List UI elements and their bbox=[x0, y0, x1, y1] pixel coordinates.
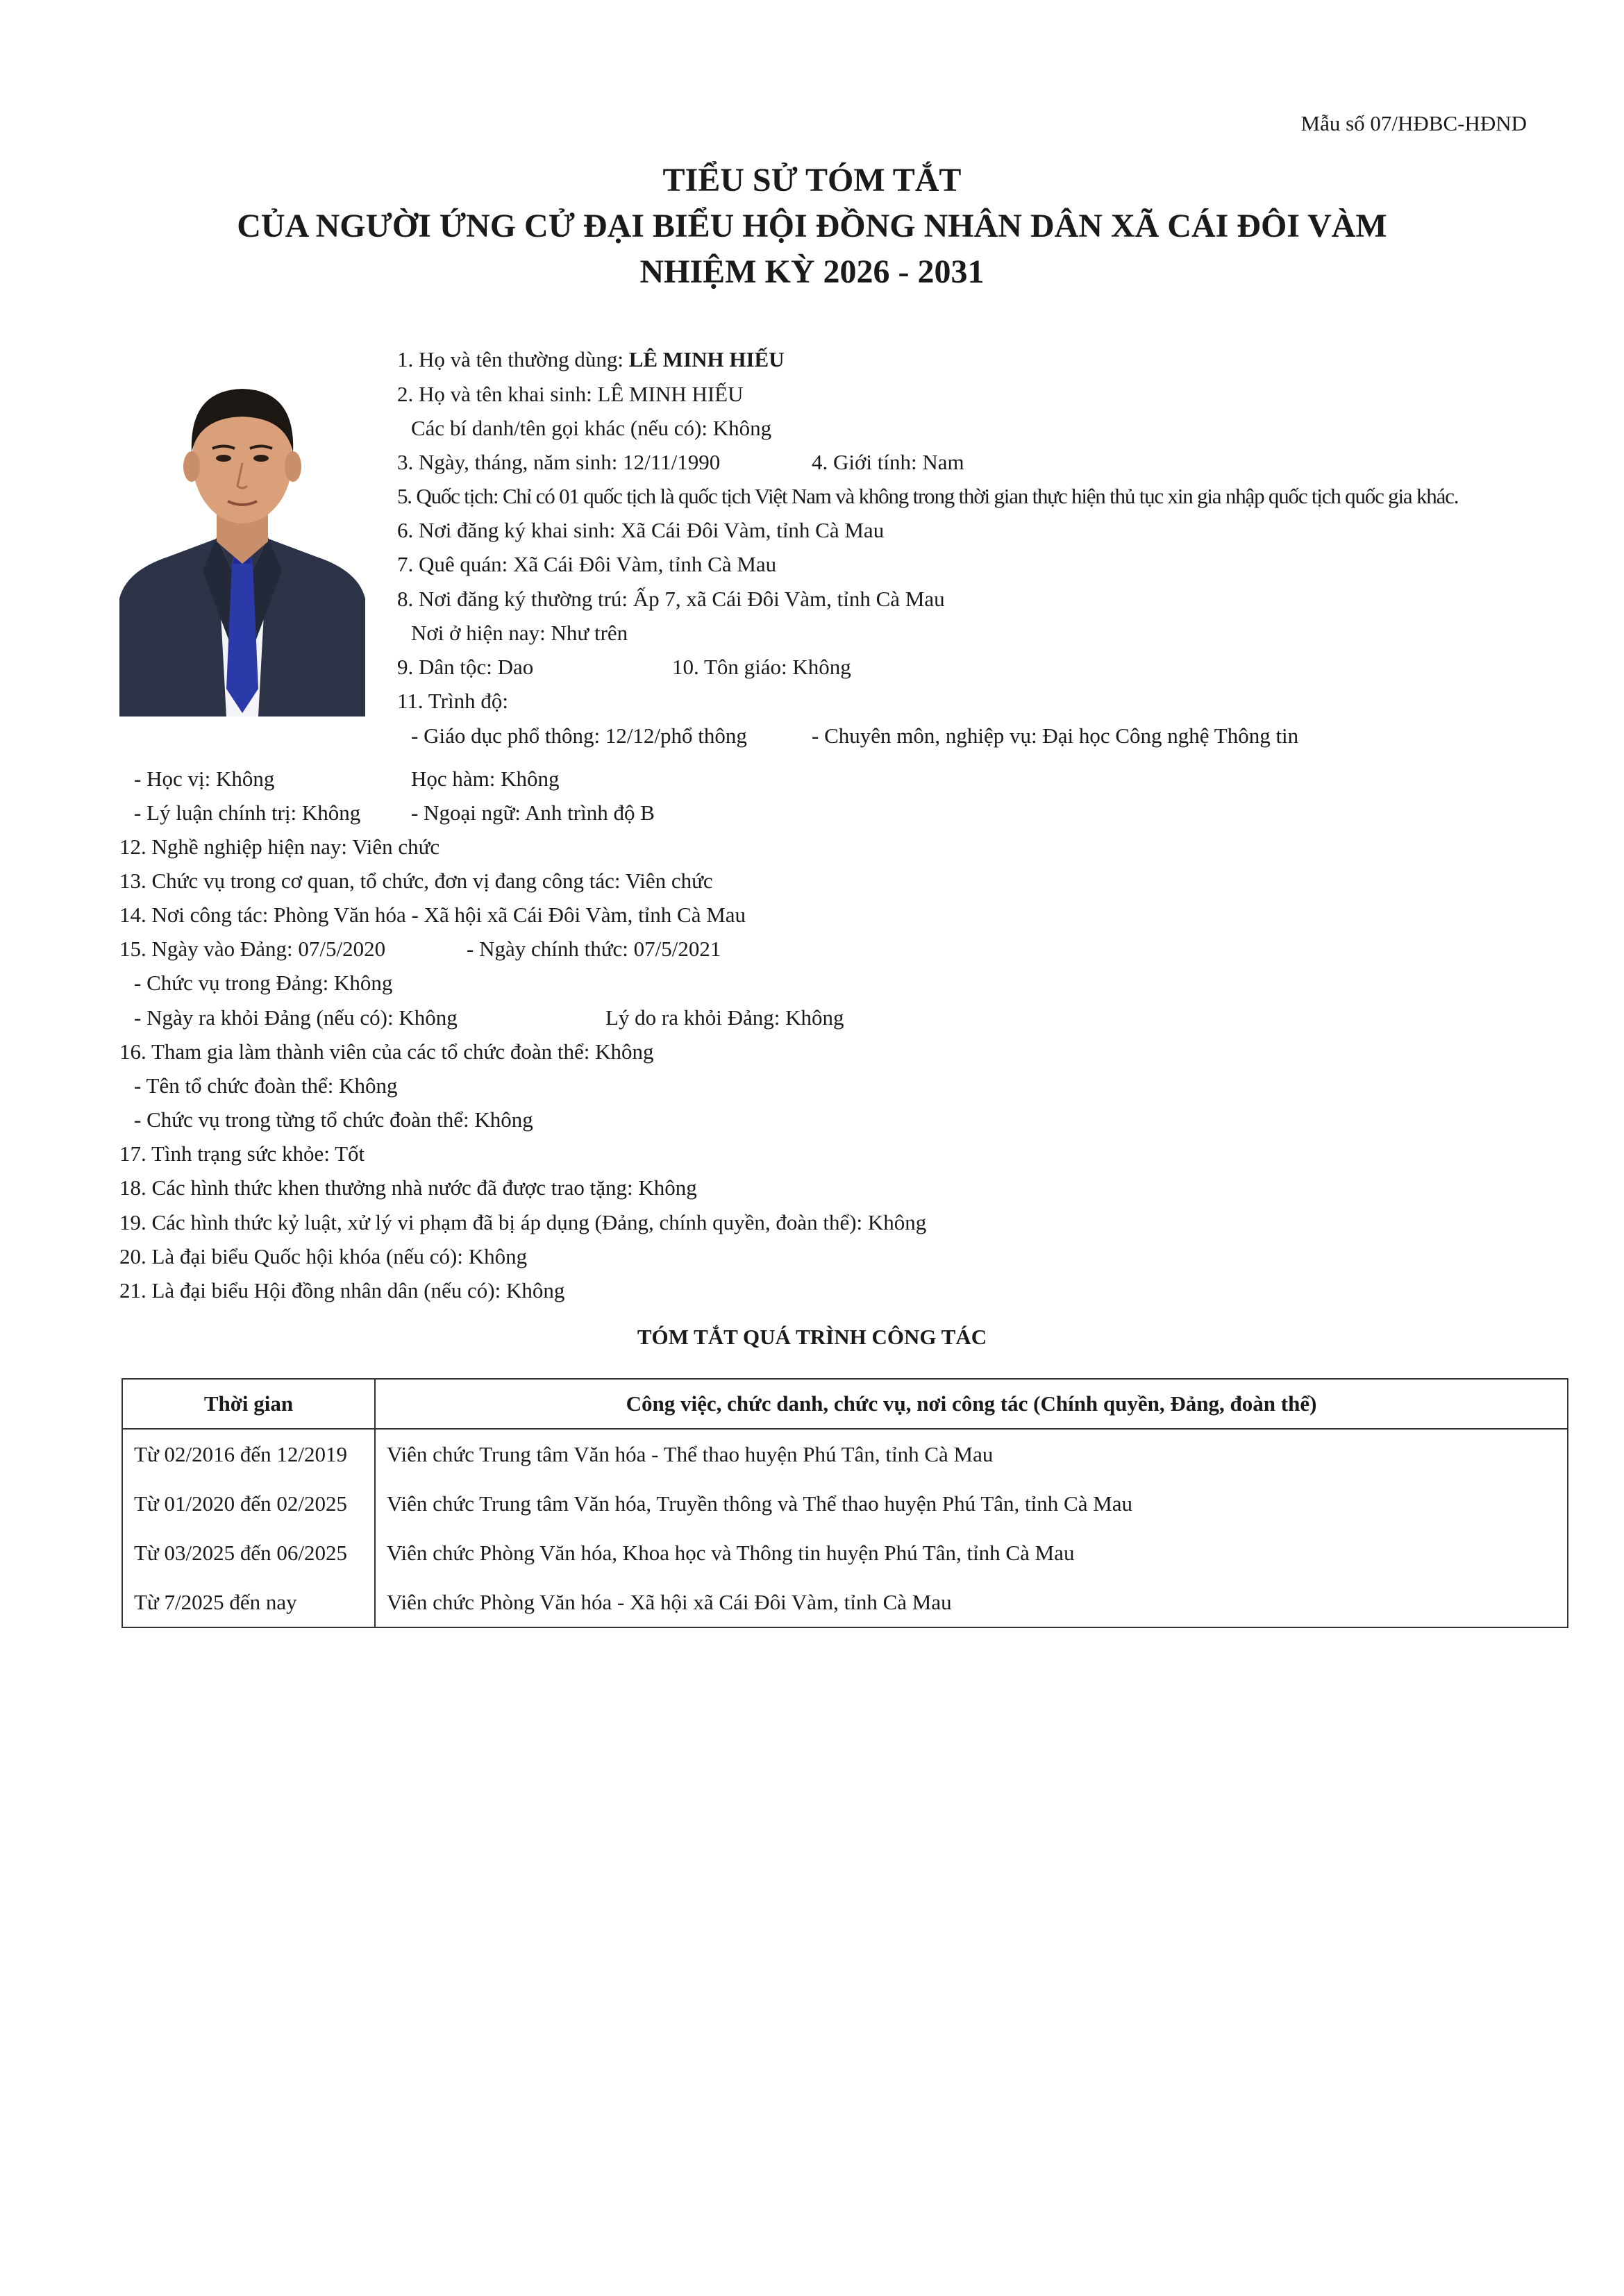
field-awards: 18. Các hình thức khen thưởng nhà nước đã được trao tặng: Không bbox=[119, 1175, 697, 1200]
field-national-assembly: 20. Là đại biểu Quốc hội khóa (nếu có): Không bbox=[119, 1244, 528, 1268]
field-occupation: 12. Nghề nghiệp hiện nay: Viên chức bbox=[119, 835, 440, 859]
cell-time: Từ 02/2016 đến 12/2019 bbox=[122, 1429, 375, 1479]
field-party-join-date: 15. Ngày vào Đảng: 07/5/2020 bbox=[119, 937, 386, 961]
table-row bbox=[122, 1528, 1568, 1577]
field-aliases: Các bí danh/tên gọi khác (nếu có): Không bbox=[411, 416, 772, 440]
candidate-portrait bbox=[119, 362, 365, 717]
cell-time: Từ 7/2025 đến nay bbox=[122, 1577, 375, 1627]
table-row bbox=[122, 1429, 1568, 1479]
field-specialty: - Chuyên môn, nghiệp vụ: Đại học Công nghệ Thông tin bbox=[812, 723, 1299, 748]
field-gender: 4. Giới tính: Nam bbox=[812, 450, 964, 474]
field-degree: - Học vị: Không bbox=[134, 766, 275, 791]
work-history-heading: TÓM TẮT QUÁ TRÌNH CÔNG TÁC bbox=[637, 1325, 987, 1349]
field-permanent-residence: 8. Nơi đăng ký thường trú: Ấp 7, xã Cái Đôi Vàm, tỉnh Cà Mau bbox=[397, 587, 945, 611]
field-nationality: 5. Quốc tịch: Chỉ có 01 quốc tịch là quốc tịch Việt Nam và không trong thời gian thực hiện thủ tục xin gia nhập quốc tịch quốc gia khác. bbox=[397, 484, 1459, 508]
field-foreign-language: - Ngoại ngữ: Anh trình độ B bbox=[411, 801, 655, 825]
field-health: 17. Tình trạng sức khỏe: Tốt bbox=[119, 1141, 365, 1166]
cell-position: Viên chức Trung tâm Văn hóa, Truyền thông và Thể thao huyện Phú Tân, tỉnh Cà Mau bbox=[375, 1479, 1568, 1528]
cell-time: Từ 03/2025 đến 06/2025 bbox=[122, 1528, 375, 1577]
field-religion: 10. Tôn giáo: Không bbox=[672, 655, 851, 679]
field-education-heading: 11. Trình độ: bbox=[397, 689, 508, 713]
field-birth-name: 2. Họ và tên khai sinh: LÊ MINH HIẾU bbox=[397, 382, 744, 406]
field-organization-name: - Tên tổ chức đoàn thể: Không bbox=[134, 1073, 398, 1098]
field-party-official-date: - Ngày chính thức: 07/5/2021 bbox=[467, 937, 721, 961]
field-current-residence: Nơi ở hiện nay: Như trên bbox=[411, 621, 628, 645]
field-party-leave-date: - Ngày ra khỏi Đảng (nếu có): Không bbox=[134, 1005, 458, 1030]
field-hometown: 7. Quê quán: Xã Cái Đôi Vàm, tỉnh Cà Mau bbox=[397, 552, 777, 576]
work-history-table bbox=[122, 1378, 1568, 1628]
column-header-position: Công việc, chức danh, chức vụ, nơi công tác (Chính quyền, Đảng, đoàn thể) bbox=[375, 1379, 1568, 1429]
field-academic-title: Học hàm: Không bbox=[411, 766, 560, 791]
field-general-education: - Giáo dục phổ thông: 12/12/phổ thông bbox=[411, 723, 747, 748]
field-organization-position: - Chức vụ trong từng tổ chức đoàn thể: Không bbox=[134, 1107, 533, 1132]
field-discipline: 19. Các hình thức kỷ luật, xử lý vi phạm đã bị áp dụng (Đảng, chính quyền, đoàn thể): Không bbox=[119, 1210, 927, 1234]
title-line-2: CỦA NGƯỜI ỨNG CỬ ĐẠI BIỂU HỘI ĐỒNG NHÂN DÂN XÃ CÁI ĐÔI VÀM bbox=[237, 208, 1387, 244]
field-party-position: - Chức vụ trong Đảng: Không bbox=[134, 971, 393, 995]
form-number: Mẫu số 07/HĐBC-HĐND bbox=[1300, 111, 1527, 135]
field-birth-registration: 6. Nơi đăng ký khai sinh: Xã Cái Đôi Vàm, tỉnh Cà Mau bbox=[397, 518, 885, 542]
cell-time: Từ 01/2020 đến 02/2025 bbox=[122, 1479, 375, 1528]
cell-position: Viên chức Phòng Văn hóa, Khoa học và Thông tin huyện Phú Tân, tỉnh Cà Mau bbox=[375, 1528, 1568, 1577]
field-position: 13. Chức vụ trong cơ quan, tổ chức, đơn vị đang công tác: Viên chức bbox=[119, 869, 713, 893]
table-row bbox=[122, 1479, 1568, 1528]
column-header-time: Thời gian bbox=[122, 1379, 375, 1429]
title-line-1: TIỂU SỬ TÓM TẮT bbox=[662, 162, 962, 199]
table-header-row bbox=[122, 1379, 1568, 1429]
field-common-name-value: LÊ MINH HIẾU bbox=[628, 347, 785, 371]
table-row bbox=[122, 1577, 1568, 1627]
cell-position: Viên chức Phòng Văn hóa - Xã hội xã Cái Đôi Vàm, tỉnh Cà Mau bbox=[375, 1577, 1568, 1627]
field-organizations: 16. Tham gia làm thành viên của các tổ chức đoàn thể: Không bbox=[119, 1039, 654, 1064]
field-ethnicity: 9. Dân tộc: Dao bbox=[397, 655, 534, 679]
field-party-leave-reason: Lý do ra khỏi Đảng: Không bbox=[605, 1005, 844, 1030]
field-common-name bbox=[397, 346, 785, 374]
field-common-name-label: 1. Họ và tên thường dùng: bbox=[397, 347, 629, 371]
field-peoples-council: 21. Là đại biểu Hội đồng nhân dân (nếu có): Không bbox=[119, 1278, 565, 1302]
title-line-3: NHIỆM KỲ 2026 - 2031 bbox=[639, 253, 985, 290]
cell-position: Viên chức Trung tâm Văn hóa - Thể thao huyện Phú Tân, tỉnh Cà Mau bbox=[375, 1429, 1568, 1479]
field-workplace: 14. Nơi công tác: Phòng Văn hóa - Xã hội xã Cái Đôi Vàm, tỉnh Cà Mau bbox=[119, 903, 746, 927]
field-political-theory: - Lý luận chính trị: Không bbox=[134, 801, 361, 825]
field-birth-date: 3. Ngày, tháng, năm sinh: 12/11/1990 bbox=[397, 450, 721, 474]
